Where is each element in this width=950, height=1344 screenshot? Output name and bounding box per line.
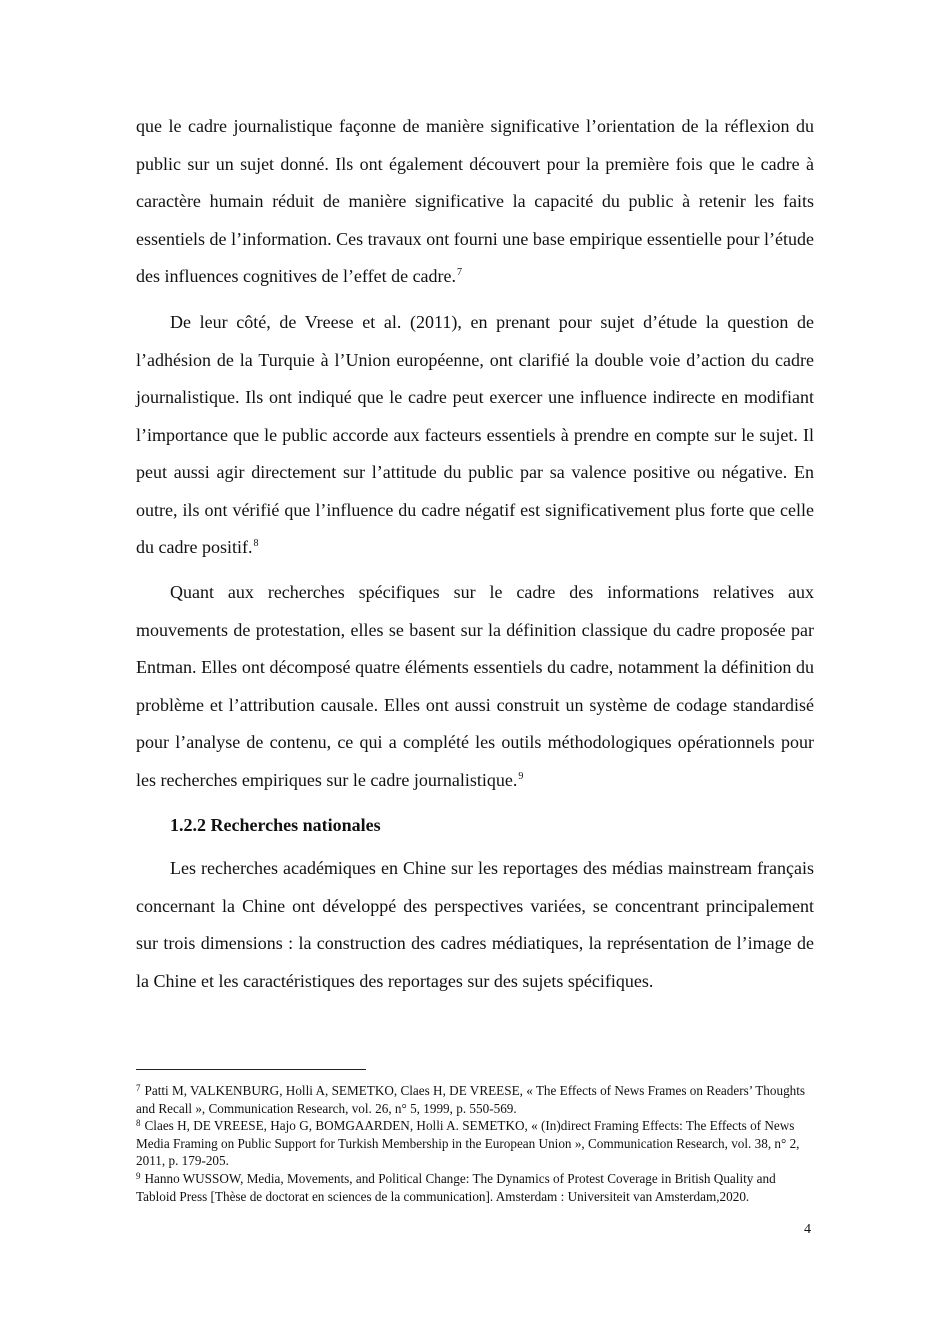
paragraph-text: Quant aux recherches spécifiques sur le cadre des informations relatives aux mouvements de protestation, elles se basent sur la définition classique du cadre proposée par Entman. Elles ont décomposé quatre éléments essentiels du cadre, notamment la définition du problème et l’attribution causale. Elles ont aussi construit un système de codage standardisé pour l’analyse de contenu, ce qui a complété les outils méthodologiques opérationnels pour les recherches empiriques sur le cadre journalistique. <box>136 582 814 790</box>
footnote-text: Hanno WUSSOW, Media, Movements, and Political Change: The Dynamics of Protest Coverage in British Quality and Tabloid Press [Thèse de doctorat en sciences de la communication]. Amsterdam : Universiteit van Amsterdam,2020. <box>136 1170 776 1204</box>
paragraph-text: Les recherches académiques en Chine sur les reportages des médias mainstream français concernant la Chine ont développé des perspectives variées, se concentrant principalement sur trois dimensions : la construction des cadres médiatiques, la représentation de l’image de la Chine et les caractéristiques des reportages sur des sujets spécifiques. <box>136 858 814 991</box>
footnote-ref-9[interactable]: 9 <box>518 770 524 782</box>
footnote-separator <box>136 1069 366 1070</box>
footnote-ref-7[interactable]: 7 <box>457 267 463 278</box>
footnote-number: 9 <box>136 1170 141 1181</box>
footnote-number: 7 <box>136 1083 141 1093</box>
body-paragraph-1 <box>136 108 814 296</box>
footnotes <box>136 1082 814 1205</box>
body-paragraph-4 <box>136 850 814 1000</box>
body-paragraph-3 <box>136 574 814 799</box>
paragraph-text: De leur côté, de Vreese et al. (2011), en prenant pour sujet d’étude la question de l’adhésion de la Turquie à l’Union européenne, ont clarifié la double voie d’action du cadre journalistique. Ils ont indiqué que le cadre peut exercer une influence indirecte en modifiant l’importance que le public accorde aux facteurs essentiels à prendre en compte sur le sujet. Il peut aussi agir directement sur l’attitude du public par sa valence positive ou négative. En outre, ils ont vérifié que l’influence du cadre négatif est significativement plus forte que celle du cadre positif. <box>136 312 814 557</box>
footnote-9 <box>136 1170 814 1205</box>
body-paragraph-2 <box>136 304 814 567</box>
page-number: 4 <box>804 1222 811 1237</box>
footnote-text: Claes H, DE VREESE, Hajo G, BOMGAARDEN, Holli A. SEMETKO, « (In)direct Framing Effects: The Effects of News Media Framing on Public Support for Turkish Membership in the European Union », Communication Research, vol. 38, n° 2, 2011, p. 179-205. <box>136 1118 800 1169</box>
footnote-number: 8 <box>136 1118 141 1129</box>
paragraph-text: que le cadre journalistique façonne de manière significative l’orientation de la réflexion du public sur un sujet donné. Ils ont également découvert pour la première fois que le cadre à caractère humain réduit de manière significative la capacité du public à retenir les faits essentiels de l’information. Ces travaux ont fourni une base empirique essentielle pour l’étude des influences cognitives de l’effet de cadre. <box>136 116 814 286</box>
section-heading: 1.2.2 Recherches nationales <box>170 815 381 835</box>
footnote-8 <box>136 1117 814 1170</box>
footnote-text: Patti M, VALKENBURG, Holli A, SEMETKO, Claes H, DE VREESE, « The Effects of News Frames on Readers’ Thoughts and Recall », Communication Research, vol. 26, n° 5, 1999, p. 550-569. <box>136 1083 806 1116</box>
footnote-7 <box>136 1082 814 1117</box>
footnote-ref-8[interactable]: 8 <box>253 538 259 549</box>
